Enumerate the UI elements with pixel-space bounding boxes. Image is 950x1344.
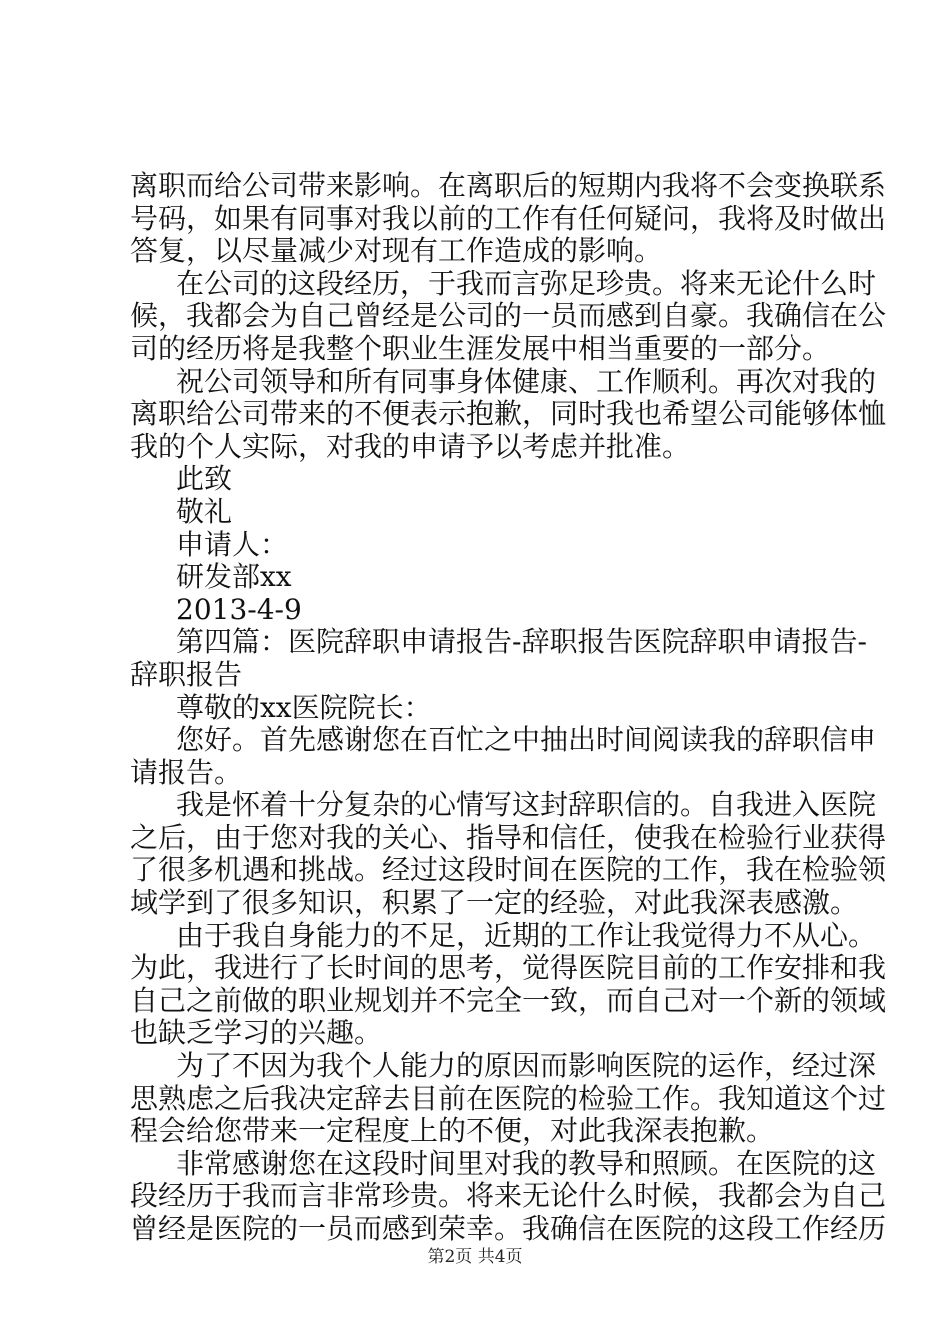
text-line: 离职给公司带来的不便表示抱歉，同时我也希望公司能够体恤 xyxy=(130,397,887,431)
text-line: 思熟虑之后我决定辞去目前在医院的检验工作。我知道这个过 xyxy=(130,1081,887,1115)
text-line: 司的经历将是我整个职业生涯发展中相当重要的一部分。 xyxy=(130,331,831,365)
text-line: 此致 xyxy=(176,462,233,496)
text-line: 之后，由于您对我的关心、指导和信任，使我在检验行业获得 xyxy=(130,820,887,854)
text-line: 在公司的这段经历，于我而言弥足珍贵。将来无论什么时 xyxy=(176,266,877,300)
text-line: 曾经是医院的一员而感到荣幸。我确信在医院的这段工作经历 xyxy=(130,1212,887,1245)
text-line: 2013-4-9 xyxy=(176,592,302,626)
page-footer: 第2页 共4页 xyxy=(427,1247,523,1267)
text-line: 辞职报告 xyxy=(130,657,243,691)
text-line: 敬礼 xyxy=(176,494,233,528)
text-line: 请报告。 xyxy=(130,755,243,789)
text-line: 尊敬的xx医院院长： xyxy=(176,690,432,724)
text-line: 域学到了很多知识，积累了一定的经验，对此我深表感激。 xyxy=(130,886,859,920)
text-line: 答复，以尽量减少对现有工作造成的影响。 xyxy=(130,234,663,268)
text-line: 也缺乏学习的兴趣。 xyxy=(130,1016,383,1050)
text-line: 您好。首先感谢您在百忙之中抽出时间阅读我的辞职信申 xyxy=(176,723,877,757)
text-line: 了很多机遇和挑战。经过这段时间在医院的工作，我在检验领 xyxy=(130,853,887,887)
text-line: 研发部xx xyxy=(176,560,292,594)
text-line: 我的个人实际，对我的申请予以考虑并批准。 xyxy=(130,429,691,463)
text-line: 为此，我进行了长时间的思考，觉得医院目前的工作安排和我 xyxy=(130,951,887,985)
text-line: 我是怀着十分复杂的心情写这封辞职信的。自我进入医院 xyxy=(176,788,877,822)
text-line: 段经历于我而言非常珍贵。将来无论什么时候，我都会为自己 xyxy=(130,1179,887,1213)
text-line: 由于我自身能力的不足，近期的工作让我觉得力不从心。 xyxy=(176,918,877,952)
text-line: 申请人： xyxy=(176,527,289,561)
text-line: 候，我都会为自己曾经是公司的一员而感到自豪。我确信在公 xyxy=(130,299,887,333)
text-line: 自己之前做的职业规划并不完全一致，而自己对一个新的领域 xyxy=(130,983,887,1017)
text-line: 号码，如果有同事对我以前的工作有任何疑问，我将及时做出 xyxy=(130,201,887,235)
text-line: 离职而给公司带来影响。在离职后的短期内我将不会变换联系 xyxy=(130,169,887,202)
text-line: 非常感谢您在这段时间里对我的教导和照顾。在医院的这 xyxy=(176,1146,877,1180)
text-line: 程会给您带来一定程度上的不便，对此我深表抱歉。 xyxy=(130,1114,775,1148)
document-body xyxy=(130,169,887,1246)
text-line: 第四篇：医院辞职申请报告-辞职报告医院辞职申请报告- xyxy=(176,625,867,659)
text-line: 祝公司领导和所有同事身体健康、工作顺利。再次对我的 xyxy=(176,364,877,398)
text-line: 为了不因为我个人能力的原因而影响医院的运作，经过深 xyxy=(176,1049,877,1083)
